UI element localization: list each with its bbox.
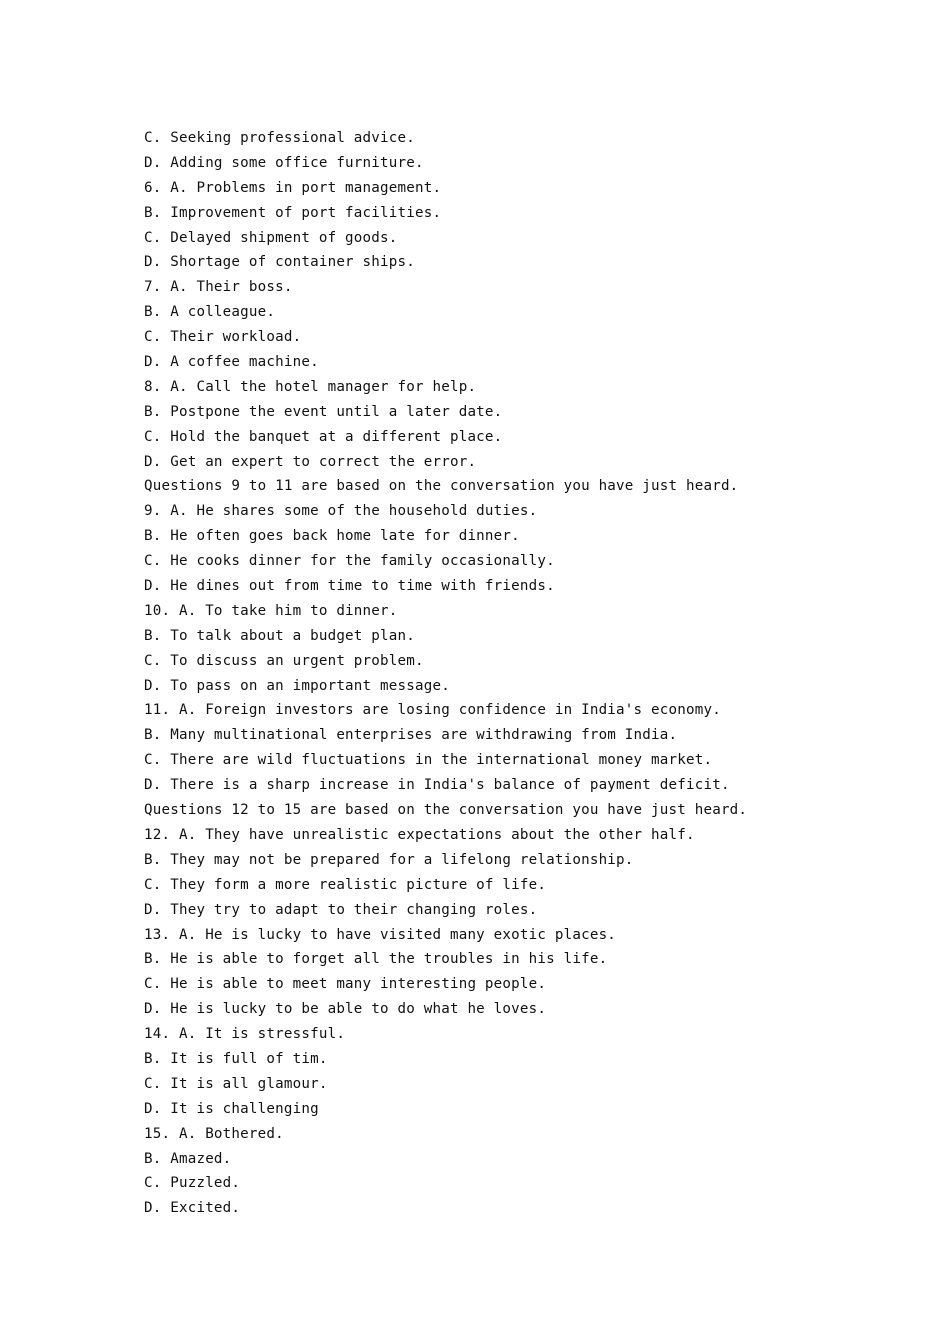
question-line: 13. A. He is lucky to have visited many exotic places. <box>144 926 617 943</box>
option-line: D. Adding some office furniture. <box>144 154 424 171</box>
question-line: 9. A. He shares some of the household duties. <box>144 503 538 520</box>
option-line: D. Excited. <box>144 1200 241 1217</box>
option-line: C. To discuss an urgent problem. <box>144 652 424 669</box>
question-line: 15. A. Bothered. <box>144 1125 284 1142</box>
option-line: C. He cooks dinner for the family occasionally. <box>144 553 555 570</box>
option-line: C. Puzzled. <box>144 1175 241 1192</box>
option-line: B. Amazed. <box>144 1150 232 1167</box>
option-line: B. To talk about a budget plan. <box>144 627 415 644</box>
section-instruction: Questions 12 to 15 are based on the conversation you have just heard. <box>144 802 748 819</box>
option-line: C. Delayed shipment of goods. <box>144 229 398 246</box>
option-line: D. To pass on an important message. <box>144 677 450 694</box>
option-line: C. Their workload. <box>144 329 302 346</box>
question-line: 8. A. Call the hotel manager for help. <box>144 378 477 395</box>
option-line: B. Many multinational enterprises are withdrawing from India. <box>144 727 678 744</box>
option-line: D. They try to adapt to their changing roles. <box>144 901 538 918</box>
option-line: D. It is challenging <box>144 1100 319 1117</box>
option-line: B. They may not be prepared for a lifelong relationship. <box>144 851 634 868</box>
question-line: 14. A. It is stressful. <box>144 1026 346 1043</box>
option-line: C. It is all glamour. <box>144 1075 328 1092</box>
option-line: C. Hold the banquet at a different place. <box>144 428 503 445</box>
option-line: B. He is able to forget all the troubles in his life. <box>144 951 608 968</box>
option-line: C. There are wild fluctuations in the international money market. <box>144 752 713 769</box>
option-line: B. A colleague. <box>144 304 276 321</box>
option-line: C. They form a more realistic picture of life. <box>144 876 547 893</box>
listening-questions <box>144 126 904 1221</box>
option-line: D. He is lucky to be able to do what he loves. <box>144 1001 547 1018</box>
option-line: C. Seeking professional advice. <box>144 130 415 146</box>
option-line: B. He often goes back home late for dinner. <box>144 528 520 545</box>
option-line: B. Postpone the event until a later date. <box>144 403 503 420</box>
option-line: D. A coffee machine. <box>144 354 319 371</box>
section-instruction: Questions 9 to 11 are based on the conversation you have just heard. <box>144 478 739 495</box>
question-line: 6. A. Problems in port management. <box>144 179 442 196</box>
option-line: D. There is a sharp increase in India's balance of payment deficit. <box>144 777 730 794</box>
question-line: 7. A. Their boss. <box>144 279 293 296</box>
option-line: C. He is able to meet many interesting people. <box>144 976 547 993</box>
option-line: D. Get an expert to correct the error. <box>144 453 477 470</box>
question-line: 12. A. They have unrealistic expectations about the other half. <box>144 826 695 843</box>
option-line: D. Shortage of container ships. <box>144 254 415 271</box>
option-line: B. Improvement of port facilities. <box>144 204 442 221</box>
question-line: 10. A. To take him to dinner. <box>144 602 398 619</box>
question-line: 11. A. Foreign investors are losing confidence in India's economy. <box>144 702 721 719</box>
option-line: D. He dines out from time to time with friends. <box>144 578 555 595</box>
option-line: B. It is full of tim. <box>144 1050 328 1067</box>
